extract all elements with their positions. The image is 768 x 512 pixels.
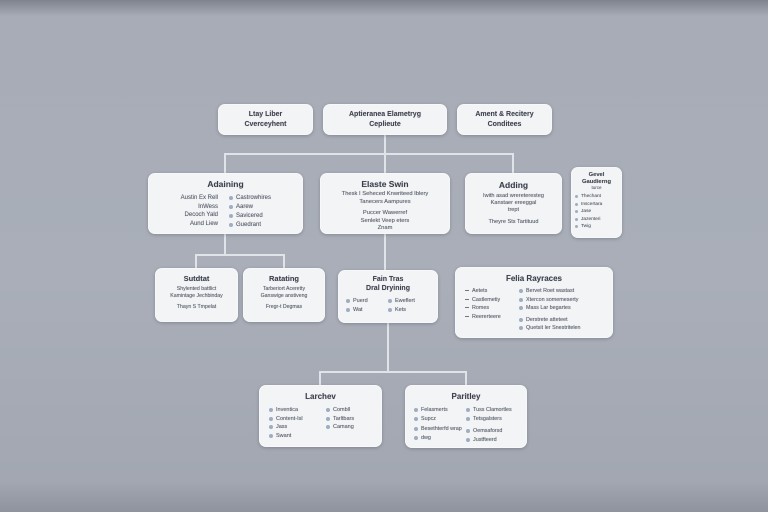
node-title: Dral Dryining — [366, 284, 410, 292]
circle-icon — [346, 299, 350, 303]
connector-line — [319, 371, 321, 385]
list-item: Inscertara — [581, 201, 603, 207]
circle-icon — [466, 408, 470, 412]
connector-line — [224, 153, 514, 155]
node-ament-recitery[interactable] — [457, 104, 552, 135]
circle-icon — [229, 196, 233, 200]
circle-icon — [326, 417, 330, 421]
node-text: Znam — [377, 225, 393, 231]
circle-icon — [414, 436, 418, 440]
list-item: Combll — [333, 407, 351, 413]
node-text: Fregr-t Degmas — [265, 303, 303, 310]
node-title: Ratating — [269, 274, 299, 283]
circle-icon — [575, 225, 578, 228]
node-title: Felia Rayraces — [505, 274, 563, 283]
list-item: Puerd — [353, 298, 368, 304]
node-title: Gevel — [588, 172, 605, 178]
circle-icon — [414, 408, 418, 412]
circle-icon — [269, 408, 273, 412]
circle-icon — [269, 434, 273, 438]
list-item: Castlemetiy — [472, 296, 501, 303]
list-item: dwg — [421, 434, 431, 441]
node-paritley[interactable] — [405, 385, 527, 448]
node-fain-tras[interactable] — [338, 270, 438, 323]
list-item: Aarew — [236, 204, 254, 210]
node-text: Ganswige anstiveng — [260, 292, 308, 299]
circle-icon — [519, 298, 523, 302]
circle-icon — [414, 427, 418, 431]
list-item: Guedrant — [236, 222, 262, 228]
list-item: Tarltbars — [333, 415, 355, 422]
dash-bullet-icon — [465, 290, 469, 291]
list-item: Savicered — [236, 213, 263, 219]
list-item: Wat — [353, 306, 363, 313]
node-label: Ament & Recitery — [475, 110, 534, 118]
list-item: Kets — [395, 306, 407, 313]
list-item: Inventica — [276, 407, 299, 413]
connector-line — [384, 153, 386, 173]
node-text: trept — [507, 207, 520, 213]
list-item: Swant — [276, 432, 292, 439]
circle-icon — [575, 195, 578, 198]
list-item: Mass Lar begartes — [526, 305, 571, 311]
dash-bullet-icon — [465, 299, 469, 300]
node-text: Tarberiort Aceretty — [262, 286, 306, 292]
node-title: Paritley — [451, 392, 481, 401]
list-item: Aund Liew — [189, 220, 218, 227]
circle-icon — [575, 210, 578, 213]
list-item: Besethterfd wrap — [421, 426, 462, 432]
circle-icon — [519, 326, 523, 330]
node-adding[interactable] — [465, 173, 562, 234]
circle-icon — [519, 306, 523, 310]
list-item: Jass — [276, 424, 288, 430]
list-item: InWess — [198, 203, 218, 210]
connector-line — [224, 233, 226, 256]
node-aptieranea[interactable] — [323, 104, 447, 135]
list-item: Justfteerd — [473, 436, 497, 443]
circle-icon — [269, 417, 273, 421]
list-item: Jazenteri — [581, 216, 601, 222]
node-text: Thesk I Seheced Knwriteed Iblery — [341, 191, 429, 197]
circle-icon — [575, 203, 578, 206]
node-elaste-swin[interactable] — [320, 173, 450, 234]
node-text: Kanstaer ereeggal — [490, 200, 537, 206]
circle-icon — [346, 308, 350, 312]
node-label: Cverceyhent — [244, 120, 287, 128]
list-item: Thechant — [581, 194, 602, 199]
node-title: Adding — [498, 180, 529, 190]
list-item: Content-Isl — [276, 415, 303, 422]
node-text: Tanecers Aampures — [359, 198, 411, 205]
circle-icon — [466, 417, 470, 421]
circle-icon — [466, 429, 470, 433]
list-item: Oemsaforsd — [473, 428, 503, 434]
circle-icon — [229, 223, 233, 227]
list-item: Camang — [333, 424, 354, 430]
connector-line — [384, 135, 386, 154]
connector-line — [195, 254, 197, 268]
node-title: Larchev — [305, 392, 336, 401]
circle-icon — [388, 299, 392, 303]
circle-icon — [466, 438, 470, 442]
node-title: Elaste Swin — [361, 179, 409, 189]
list-item: Aetets — [472, 288, 488, 294]
node-label: Conditees — [487, 120, 522, 128]
node-label: Ltay Liber — [248, 110, 283, 118]
node-text: Thayn S Tmpelat — [176, 303, 217, 310]
connector-line — [465, 371, 467, 385]
node-text: Senlekt Veep eters — [360, 217, 410, 224]
node-label: Ceplieute — [369, 120, 401, 128]
connector-line — [512, 153, 514, 173]
node-felia-rayraces[interactable] — [455, 267, 613, 338]
circle-icon — [519, 289, 523, 293]
node-text: Iwith asad wrereteresteg — [483, 193, 544, 199]
list-item: Reererteere — [472, 313, 501, 320]
list-item: Romes — [472, 305, 490, 311]
connector-line — [319, 371, 467, 373]
circle-icon — [326, 408, 330, 412]
node-title: Fain Tras — [372, 276, 404, 283]
list-item: Derstrete atteteet — [526, 316, 568, 323]
circle-icon — [414, 417, 418, 421]
circle-icon — [229, 205, 233, 209]
dash-bullet-icon — [465, 316, 469, 317]
list-item: Bervet Roet wastast — [526, 288, 575, 294]
circle-icon — [326, 425, 330, 429]
node-text: Theyre Sts Tartituud — [488, 219, 539, 225]
node-label: Aptieranea Elametryg — [349, 110, 421, 118]
node-gevel-gaudierng[interactable] — [571, 167, 622, 238]
list-item: Eweflert — [395, 298, 415, 304]
node-adaining[interactable] — [148, 173, 303, 234]
node-title: Sutdtat — [183, 274, 210, 283]
connector-line — [224, 153, 226, 173]
list-item: Twig — [581, 224, 591, 229]
dash-bullet-icon — [465, 307, 469, 308]
list-item: Tetsgalsters — [473, 415, 502, 422]
circle-icon — [519, 318, 523, 322]
connector-line — [387, 322, 389, 373]
list-item: Tuss Clamortles — [473, 407, 512, 413]
circle-icon — [388, 308, 392, 312]
node-text: Kamintage Jechbinday — [170, 292, 223, 299]
connector-line — [283, 254, 285, 268]
connector-line — [384, 233, 386, 270]
node-text: Puccer Wawerref — [362, 210, 408, 216]
node-ltay-liber[interactable] — [218, 104, 313, 135]
circle-icon — [229, 214, 233, 218]
circle-icon — [269, 425, 273, 429]
list-item: Decoch Yald — [184, 212, 218, 218]
circle-icon — [575, 218, 578, 221]
node-subtitle: turce — [591, 185, 602, 190]
list-item: Austin Ex Rell — [180, 195, 218, 201]
list-item: Castrowhires — [236, 195, 272, 201]
connector-line — [195, 254, 285, 256]
node-sutdtat[interactable] — [155, 268, 238, 322]
list-item: Xtercon somemeserty — [526, 296, 579, 303]
list-item: Quetsit ler Snestritelen — [526, 325, 581, 331]
list-item: Supcz — [421, 415, 436, 422]
node-text: Shylented battlict — [176, 286, 217, 292]
node-title: Gaudierng — [582, 178, 611, 185]
node-larchev[interactable] — [259, 385, 382, 447]
node-ratating[interactable] — [243, 268, 325, 322]
list-item: Felasmerts — [421, 407, 448, 413]
list-item: Jase — [581, 209, 592, 214]
node-title: Adaining — [207, 179, 244, 189]
